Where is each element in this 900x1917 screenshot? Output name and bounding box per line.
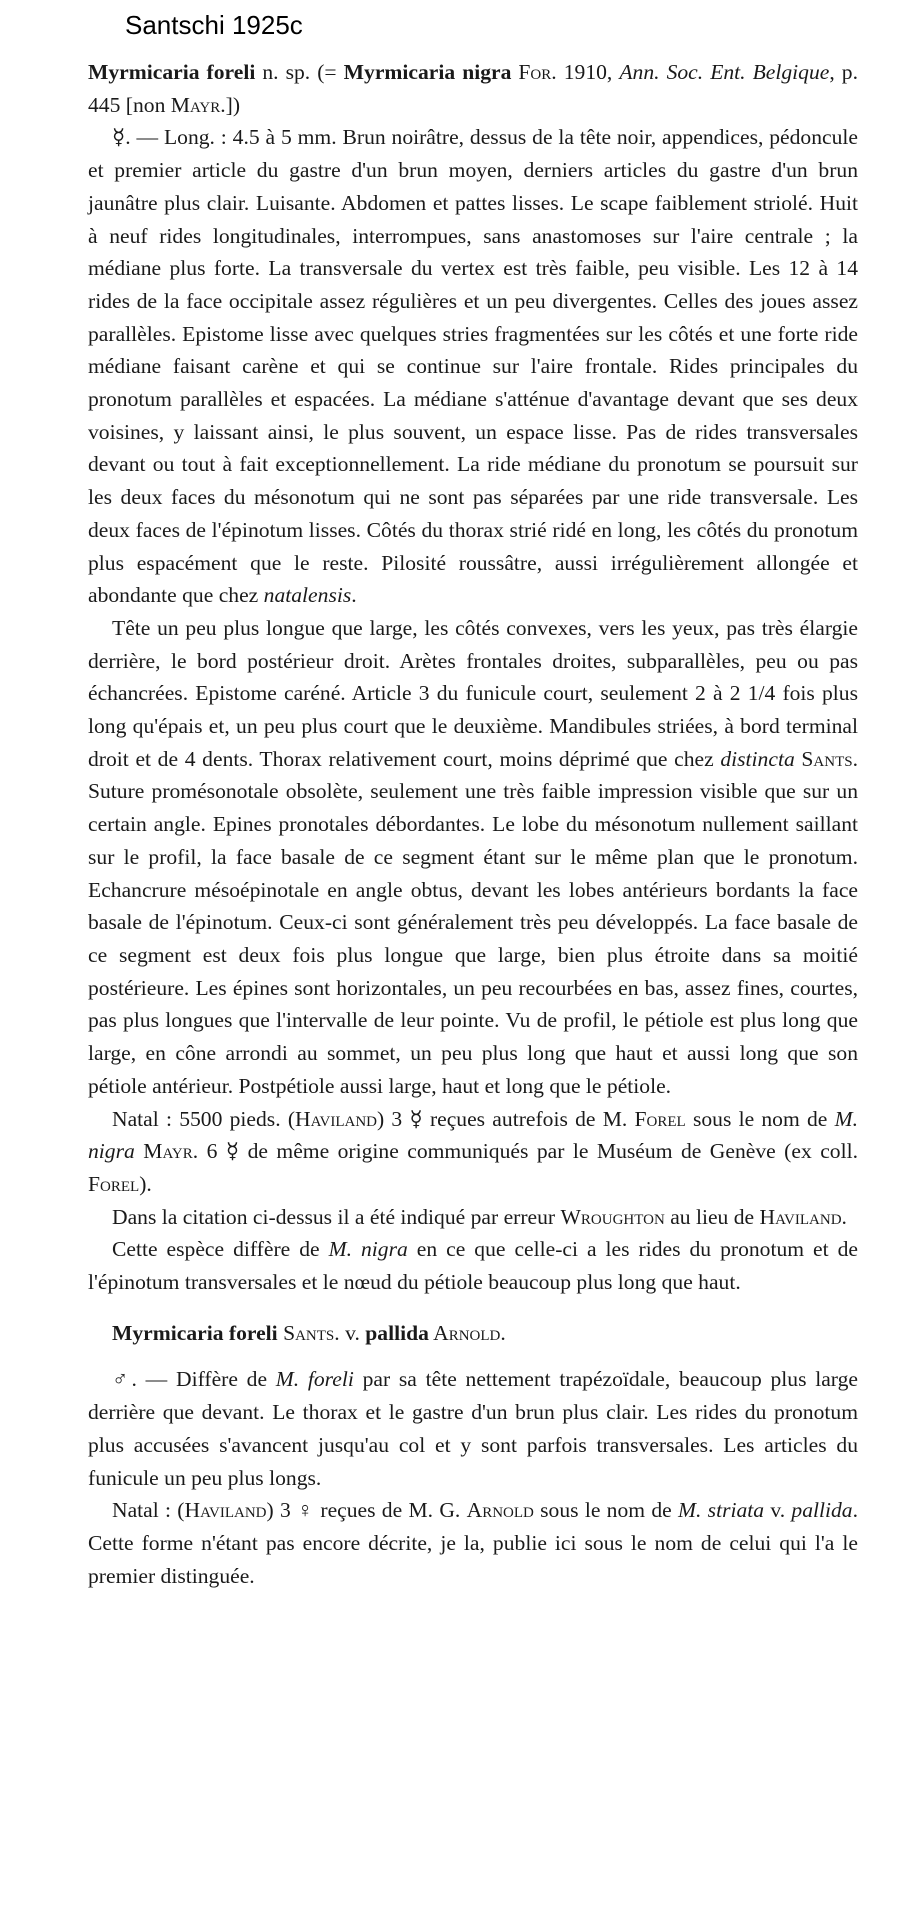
- comparison-text: Cette espèce diffère de: [112, 1237, 329, 1262]
- author-name: Sants.: [277, 1320, 340, 1345]
- species-name: Myrmicaria foreli: [88, 60, 256, 84]
- author-name: Arnold: [466, 1498, 534, 1523]
- species-italic: M. nigra: [328, 1237, 408, 1262]
- morphology-paragraph: [88, 612, 858, 1103]
- collector-name: Wroughton: [560, 1204, 665, 1229]
- comparison-paragraph: [88, 1233, 858, 1298]
- collector-name: Haviland: [295, 1106, 378, 1131]
- correction-text: Dans la citation ci-dessus il a été indiqué par erreur: [112, 1204, 561, 1229]
- variety-heading: [88, 1317, 858, 1350]
- author-name: Arnold: [428, 1320, 501, 1345]
- correction-paragraph: [88, 1201, 858, 1234]
- locality-text: . 6 ☿ de même origine communiqués par le Muséum de Genève (ex coll.: [192, 1139, 858, 1164]
- collector-name: Haviland: [759, 1204, 842, 1229]
- synonym-author: For.: [511, 60, 557, 84]
- variety-italic: pallida: [791, 1498, 853, 1523]
- heading-end: .: [500, 1320, 506, 1345]
- description-text: ☿. — Long. : 4.5 à 5 mm. Brun noirâtre, dessus de la tête noir, appendices, pédoncule et premier article du gastre d'un brun moyen, derniers articles du gastre d'un brun jaunâtre plus clair. Luisante. Abdomen et pattes lisses. Le scape faiblement striolé. Huit à neuf rides longitudinales, interrompues, sans anastomoses sur l'aire centrale ; la médiane plus forte. La transversale du vertex est très faible, peu visible. Les 12 à 14 rides de la face occipitale assez régulières et un peu divergentes. Celles des joues assez parallèles. Epistome lisse avec quelques stries fragmentées sur les côtés et une forte ride médiane faisant carène et qui se continue sur l'aire frontale. Rides principales du pronotum parallèles et espacées. La médiane s'atténue d'avantage devant que ses deux voisines, y laissant ainsi, le plus souvent, un espace lisse. Pas de rides transversales devant ou tout à fait exceptionnellement. La ride médiane du pronotum se poursuit sur les deux faces du mésonotum qui ne sont pas séparées par une ride transversale. Les deux faces de l'épinotum lisses. Côtés du thorax strié ridé en long, les côtés du pronotum plus espacément que le reste. Pilosité roussâtre, aussi irrégulièrement allongée et abondante que chez: [88, 125, 858, 608]
- variety-name: pallida: [365, 1320, 429, 1345]
- species-italic: distincta: [720, 746, 795, 771]
- worker-description: [88, 121, 858, 612]
- morphology-text: . Suture promésonotale obsolète, seulement une très faible impression visible que sur un certain angle. Epines pronotales débordantes. Le lobe du mésonotum nullement saillant sur le profil, la face basale de ce segment étant sur le même plan que le pronotum. Echancrure mésoépinotale en angle obtus, devant les lobes antérieurs bordants la face basale de l'épinotum. Ceux-ci sont généralement très peu développés. La face basale de ce segment est deux fois plus longue que large, bien plus étroite dans sa moitié postérieure. Les épines sont horizontales, un peu recourbées en bas, assez fines, courtes, pas plus longues que l'intervalle de leur pointe. Vu de profil, le pétiole est plus long que large, en cône arrondi au sommet, un peu plus long que haut et aussi long que son pétiole antérieur. Postpétiole aussi large, haut et long que le pétiole.: [88, 746, 858, 1098]
- species-italic: M. foreli: [275, 1367, 354, 1392]
- author-name: Sants: [794, 746, 853, 771]
- variety-locality: [88, 1494, 858, 1592]
- text-end: .: [351, 583, 357, 608]
- synonym-name: Myrmicaria nigra: [343, 60, 512, 84]
- species-heading: [88, 56, 858, 121]
- species-italic: natalensis: [263, 583, 352, 608]
- synonym-year: 1910,: [556, 60, 613, 84]
- locality-paragraph: [88, 1103, 858, 1201]
- heading-text: v.: [339, 1320, 366, 1345]
- collector-name: Haviland: [184, 1498, 267, 1523]
- journal-ref: , p. 445 [non: [88, 60, 859, 117]
- author-name: Forel: [88, 1171, 140, 1196]
- morphology-text: Tête un peu plus longue que large, les côtés convexes, vers les yeux, pas très élargie derrière, le bord postérieur droit. Arètes frontales droites, subparallèles, peu ou pas échancrées. Epistome caréné. Article 3 du funicule court, seulement 2 à 2 1/4 fois plus long qu'épais et, un peu plus court que le deuxième. Mandibules striées, à bord terminal droit et de 4 dents. Thorax relativement court, moins déprimé que chez: [88, 615, 858, 771]
- locality-text: Natal : (: [112, 1498, 185, 1523]
- locality-text: ) 3 ♀ reçues de M. G.: [266, 1498, 467, 1523]
- correction-text: .: [841, 1204, 847, 1229]
- heading-end: .]): [220, 92, 241, 117]
- locality-text: sous le nom de: [685, 1106, 835, 1131]
- comparison-text: en ce que celle-ci a les rides du pronotum et de l'épinotum transversales et le nœud du pétiole beaucoup plus long que haut.: [88, 1237, 859, 1295]
- locality-text: ) 3 ☿ reçues autrefois de M.: [377, 1106, 635, 1131]
- section-gap: [88, 1299, 858, 1317]
- description-text: par sa tête nettement trapézoïdale, beaucoup plus large derrière que devant. Le thorax et le gastre d'un brun plus clair. Les rides du pronotum plus accusées s'avancent jusqu'au col et y sont parfois transversales. Les articles du funicule un peu plus longs.: [88, 1367, 858, 1490]
- source-label: Santschi 1925c: [125, 10, 303, 40]
- author-name: Forel: [634, 1106, 686, 1131]
- species-italic: M. striata: [678, 1498, 765, 1523]
- heading-text: n. sp. (=: [255, 60, 344, 84]
- male-description: [88, 1363, 858, 1494]
- section-gap: [88, 1349, 858, 1363]
- locality-text: ).: [139, 1171, 152, 1196]
- species-name: Myrmicaria foreli: [112, 1320, 278, 1345]
- document-page: [88, 56, 858, 1592]
- locality-text: v.: [764, 1498, 792, 1523]
- species-italic: M. nigra: [88, 1106, 859, 1164]
- locality-text: . Cette forme n'étant pas encore décrite, je la, publie ici sous le nom de celui qui l'a le premier distinguée.: [88, 1498, 859, 1588]
- journal-name: Ann. Soc. Ent. Belgique: [619, 60, 830, 84]
- non-author: Mayr: [170, 92, 221, 117]
- correction-text: au lieu de: [664, 1204, 760, 1229]
- description-text: ♂. — Diffère de: [112, 1367, 276, 1392]
- locality-text: Natal : 5500 pieds. (: [112, 1106, 296, 1131]
- locality-text: sous le nom de: [533, 1498, 679, 1523]
- author-name: Mayr: [134, 1139, 193, 1164]
